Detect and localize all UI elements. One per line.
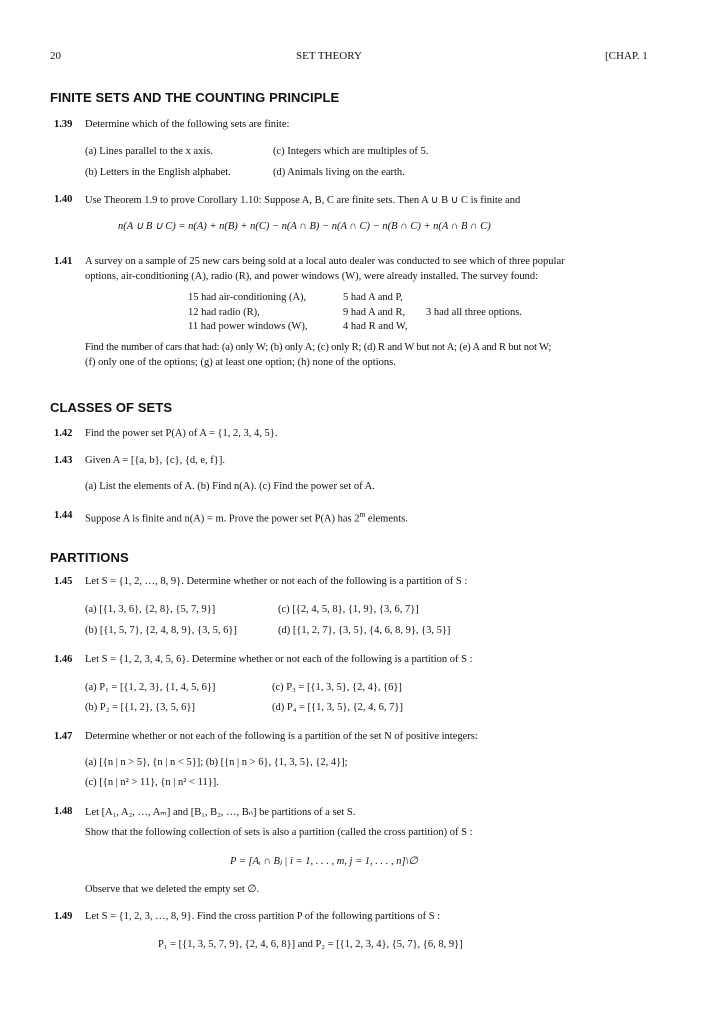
problem-text-main: Suppose A is finite and n(A) = m. Prove the power set P(A) has 2 — [85, 513, 360, 525]
problem-text-line-1: A survey on a sample of 25 new cars being sold at a local auto dealer was conducted to see which of three popular — [85, 256, 565, 267]
problem-number: 1.41 — [54, 256, 73, 267]
option-c: (c) [{n | n² > 11}, {n | n² < 11}]. — [85, 777, 219, 788]
questions-line-1: Find the number of cars that had: (a) only W; (b) only A; (c) only R; (d) R and W but not A; (e) A and R but not W; — [85, 342, 552, 353]
survey-item: 9 had A and R, — [343, 307, 406, 318]
survey-item: 3 had all three options. — [426, 307, 522, 318]
problem-note: Observe that we deleted the empty set ∅. — [85, 884, 260, 895]
survey-item: 4 had R and W, — [343, 321, 408, 332]
problem-text: Let S = {1, 2, 3, …, 8, 9}. Find the cross partition P of the following partitions of S : — [85, 911, 441, 922]
survey-item: 5 had A and P, — [343, 292, 403, 303]
problem-number: 1.46 — [54, 654, 73, 665]
survey-item: 11 had power windows (W), — [188, 321, 308, 332]
problem-number: 1.44 — [54, 510, 73, 521]
option-c: (c) Integers which are multiples of 5. — [273, 146, 429, 157]
problem-number: 1.42 — [54, 428, 73, 439]
problem-text — [85, 510, 408, 525]
problem-number: 1.48 — [54, 806, 73, 817]
formula: n(A ∪ B ∪ C) = n(A) + n(B) + n(C) − n(A ∩ B) − n(A ∩ C) − n(B ∩ C) + n(A ∩ B ∩ C) — [118, 221, 491, 232]
running-title: SET THEORY — [296, 50, 362, 62]
problem-text: Determine whether or not each of the following is a partition of the set N of positive integers: — [85, 731, 478, 742]
option-a: (a) [{1, 3, 6}, {2, 8}, {5, 7, 9}] — [85, 604, 216, 615]
option-d: (d) Animals living on the earth. — [273, 167, 405, 178]
page-number: 20 — [50, 50, 61, 62]
option-c: (c) P₃ = [{1, 3, 5}, {2, 4}, {6}] — [272, 682, 402, 693]
formula: P₁ = [{1, 3, 5, 7, 9}, {2, 4, 6, 8}] and P₂ = [{1, 2, 3, 4}, {5, 7}, {6, 8, 9}] — [158, 939, 463, 950]
problem-text: Use Theorem 1.9 to prove Corollary 1.10: Suppose A, B, C are finite sets. Then A ∪ B ∪ C is finite and — [85, 195, 521, 206]
questions-line-2: (f) only one of the options; (g) at least one option; (h) none of the options. — [85, 357, 396, 368]
problem-number: 1.39 — [54, 119, 73, 130]
problem-text: Given A = [{a, b}, {c}, {d, e, f}]. — [85, 455, 225, 466]
problem-number: 1.49 — [54, 911, 73, 922]
problem-text: Let [A₁, A₂, …, Aₘ] and [B₁, B₂, …, Bₙ] be partitions of a set S. — [85, 807, 356, 818]
option-b: (b) P₂ = [{1, 2}, {3, 5, 6}] — [85, 702, 195, 713]
problem-text-line-2: options, air-conditioning (A), radio (R), and power windows (W), were already installed. The survey found: — [85, 271, 539, 282]
option-c: (c) [{2, 4, 5, 8}, {1, 9}, {3, 6, 7}] — [278, 604, 419, 615]
problem-text-tail: elements. — [365, 513, 408, 525]
problem-parts: (a) List the elements of A. (b) Find n(A). (c) Find the power set of A. — [85, 481, 375, 492]
exponent: m — [359, 510, 366, 519]
option-a: (a) P₁ = [{1, 2, 3}, {1, 4, 5, 6}] — [85, 682, 216, 693]
problem-number: 1.43 — [54, 455, 73, 466]
option-b: (b) Letters in the English alphabet. — [85, 167, 231, 178]
option-d: (d) [{1, 2, 7}, {3, 5}, {4, 6, 8, 9}, {3, 5}] — [278, 625, 451, 636]
problem-text: Let S = {1, 2, 3, 4, 5, 6}. Determine whether or not each of the following is a partition of S : — [85, 654, 473, 665]
option-b: (b) [{1, 5, 7}, {2, 4, 8, 9}, {3, 5, 6}] — [85, 625, 237, 636]
problem-number: 1.47 — [54, 731, 73, 742]
option-a: (a) Lines parallel to the x axis. — [85, 146, 213, 157]
survey-item: 12 had radio (R), — [188, 307, 260, 318]
chapter-label: [CHAP. 1 — [605, 50, 648, 62]
problem-number: 1.40 — [54, 194, 73, 205]
section-heading-partitions: PARTITIONS — [50, 550, 129, 565]
options-a-b: (a) [{n | n > 5}, {n | n < 5}]; (b) [{n | n > 6}, {1, 3, 5}, {2, 4}]; — [85, 757, 348, 768]
formula: P = [Aᵢ ∩ Bⱼ | i = 1, . . . , m, j = 1, . . . , n]\∅ — [230, 856, 418, 867]
section-heading-classes-of-sets: CLASSES OF SETS — [50, 400, 173, 415]
problem-text: Find the power set P(A) of A = {1, 2, 3, 4, 5}. — [85, 428, 278, 439]
problem-text: Determine which of the following sets are finite: — [85, 119, 290, 130]
problem-text-show: Show that the following collection of sets is also a partition (called the cross partition) of S : — [85, 827, 473, 838]
option-d: (d) P₄ = [{1, 3, 5}, {2, 4, 6, 7}] — [272, 702, 403, 713]
survey-item: 15 had air-conditioning (A), — [188, 292, 307, 303]
problem-text: Let S = {1, 2, …, 8, 9}. Determine whether or not each of the following is a partition of S : — [85, 576, 468, 587]
section-heading-finite-sets: FINITE SETS AND THE COUNTING PRINCIPLE — [50, 90, 340, 105]
problem-number: 1.45 — [54, 576, 73, 587]
